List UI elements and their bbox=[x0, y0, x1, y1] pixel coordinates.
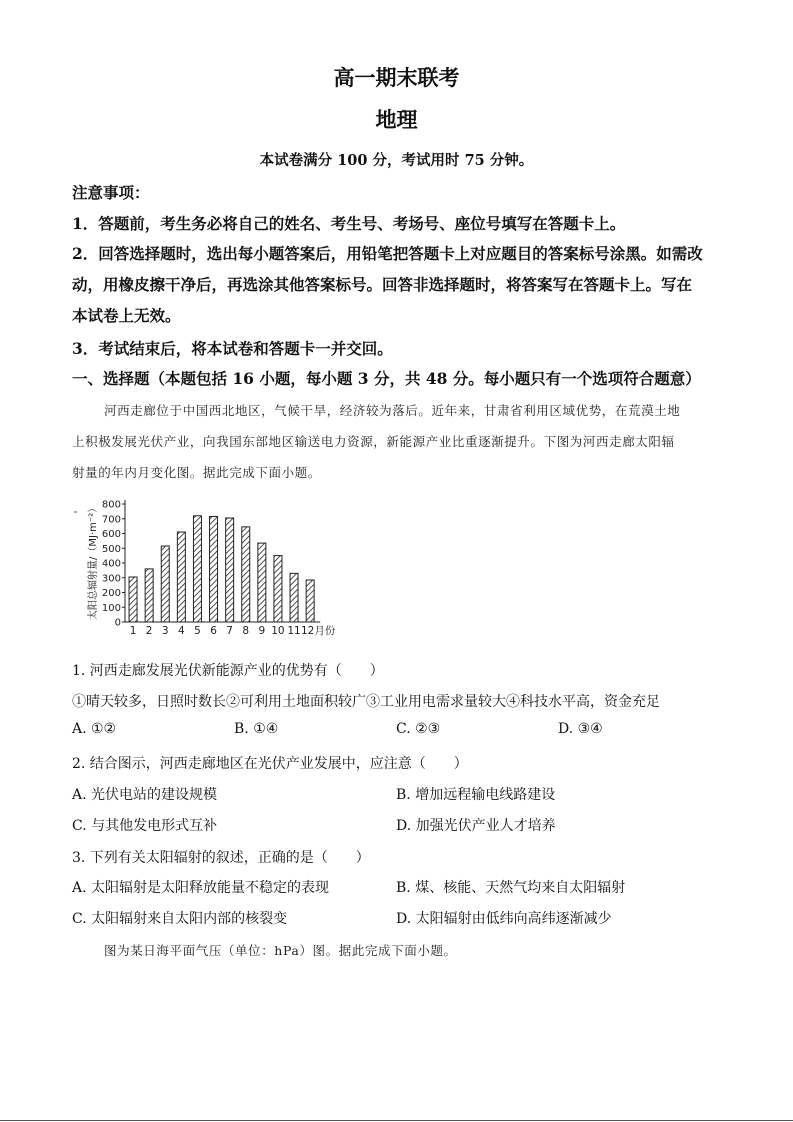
y-tick-label: 700 bbox=[101, 514, 121, 526]
bar-month-8 bbox=[242, 527, 250, 622]
y-tick-label: 100 bbox=[101, 602, 121, 614]
bar-month-6 bbox=[210, 517, 218, 622]
y-tick-label: 300 bbox=[101, 573, 121, 585]
bar-month-2 bbox=[145, 569, 153, 622]
x-tick-label: 5 bbox=[194, 625, 201, 637]
x-tick-label: 9 bbox=[258, 625, 266, 637]
question-3-stem: 3. 下列有关太阳辐射的叙述，正确的是（ ） bbox=[72, 850, 370, 866]
solar-radiation-bar-chart bbox=[72, 492, 362, 642]
x-tick-label: 8 bbox=[242, 625, 250, 637]
bar-month-4 bbox=[177, 532, 185, 622]
note-item-2-line-3: 本试卷上无效。 bbox=[72, 306, 181, 325]
question-3-option-c[interactable]: C. 太阳辐射来自太阳内部的核裂变 bbox=[72, 911, 288, 927]
question-1-option-a[interactable]: A. ①② bbox=[72, 721, 117, 737]
y-axis-title: 太阳总辐射量/（MJ·m⁻²） bbox=[88, 502, 99, 620]
bar-month-1 bbox=[129, 577, 137, 622]
note-item-1: 1．答题前，考生务必将自己的姓名、考生号、考场号、座位号填写在答题卡上。 bbox=[72, 214, 626, 233]
question-2-option-d[interactable]: D. 加强光伏产业人才培养 bbox=[396, 818, 556, 834]
y-tick-label: 400 bbox=[101, 558, 121, 570]
bar-month-5 bbox=[193, 516, 201, 622]
question-1-statements: ①晴天较多，日照时数长②可利用土地面积较广③工业用电需求量较大④科技水平高，资金充足 bbox=[72, 694, 660, 710]
question-2-stem: 2. 结合图示，河西走廊地区在光伏产业发展中，应注意（ ） bbox=[72, 756, 468, 772]
bar-month-11 bbox=[290, 573, 298, 622]
question-3-option-b[interactable]: B. 煤、核能、天然气均来自太阳辐射 bbox=[396, 880, 626, 896]
x-tick-label: 11 bbox=[287, 625, 301, 637]
section-1-heading: 一、选择题（本题包括 16 小题，每小题 3 分，共 48 分。每小题只有一个选项符合题意） bbox=[72, 369, 701, 388]
question-1-option-d[interactable]: D. ③④ bbox=[558, 721, 603, 737]
question-2-option-a[interactable]: A. 光伏电站的建设规模 bbox=[72, 787, 218, 803]
question-1-option-c[interactable]: C. ②③ bbox=[396, 721, 441, 737]
passage-line-1: 河西走廊位于中国西北地区，气候干旱，经济较为落后。近年来，甘肃省利用区域优势，在荒漠土地 bbox=[104, 403, 681, 418]
y-tick-label: 200 bbox=[101, 588, 121, 599]
x-tick-label: 6 bbox=[210, 625, 217, 637]
y-tick-label: 500 bbox=[101, 543, 121, 555]
x-tick-label: 4 bbox=[178, 625, 185, 637]
question-2-option-b[interactable]: B. 增加远程输电线路建设 bbox=[396, 787, 556, 803]
y-tick-label: 600 bbox=[101, 529, 121, 540]
subject-title: 地理 bbox=[375, 107, 418, 132]
bar-month-12 bbox=[306, 580, 314, 622]
question-1-stem: 1. 河西走廊发展光伏新能源产业的优势有（ ） bbox=[72, 663, 384, 679]
note-item-2-line-2: 动，用橡皮擦干净后，再选涂其他答案标号。回答非选择题时，将答案写在答题卡上。写在 bbox=[72, 275, 693, 294]
passage-line-2: 上积极发展光伏产业，向我国东部地区输送电力资源，新能源产业比重逐渐提升。下图为河西走廊太阳辐 bbox=[72, 434, 675, 449]
note-item-2-line-1: 2．回答选择题时，选出每小题答案后，用铅笔把答题卡上对应题目的答案标号涂黑。如需改 bbox=[72, 244, 703, 263]
page-bottom-rule bbox=[0, 1120, 793, 1121]
x-tick-label: 2 bbox=[145, 625, 153, 637]
x-tick-label: 10 bbox=[271, 625, 285, 637]
question-3-option-a[interactable]: A. 太阳辐射是太阳释放能量不稳定的表现 bbox=[72, 880, 330, 896]
x-tick-label: 12月份 bbox=[300, 625, 336, 637]
notes-heading: 注意事项： bbox=[72, 183, 150, 202]
x-tick-label: 1 bbox=[129, 625, 137, 637]
bar-month-7 bbox=[226, 518, 234, 622]
bar-month-9 bbox=[258, 543, 266, 622]
question-2-option-c[interactable]: C. 与其他发电形式互补 bbox=[72, 818, 218, 834]
y-tick-label: 0 bbox=[114, 617, 121, 629]
section-2-intro: 图为某日海平面气压（单位：hPa）图。据此完成下面小题。 bbox=[104, 943, 457, 958]
x-tick-label: 3 bbox=[161, 625, 169, 637]
exam-info: 本试卷满分 100 分，考试用时 75 分钟。 bbox=[259, 152, 534, 169]
x-tick-label: 7 bbox=[226, 625, 233, 637]
note-item-3: 3．考试结束后，将本试卷和答题卡一并交回。 bbox=[72, 339, 393, 358]
bar-month-10 bbox=[274, 556, 282, 622]
question-1-option-b[interactable]: B. ①④ bbox=[234, 721, 279, 737]
exam-title: 高一期末联考 bbox=[333, 65, 460, 90]
passage-line-3: 射量的年内月变化图。据此完成下面小题。 bbox=[72, 465, 321, 480]
y-tick-label: 800 bbox=[101, 499, 121, 511]
question-3-option-d[interactable]: D. 太阳辐射由低纬向高纬逐渐减少 bbox=[396, 911, 612, 927]
bar-month-3 bbox=[161, 546, 169, 622]
